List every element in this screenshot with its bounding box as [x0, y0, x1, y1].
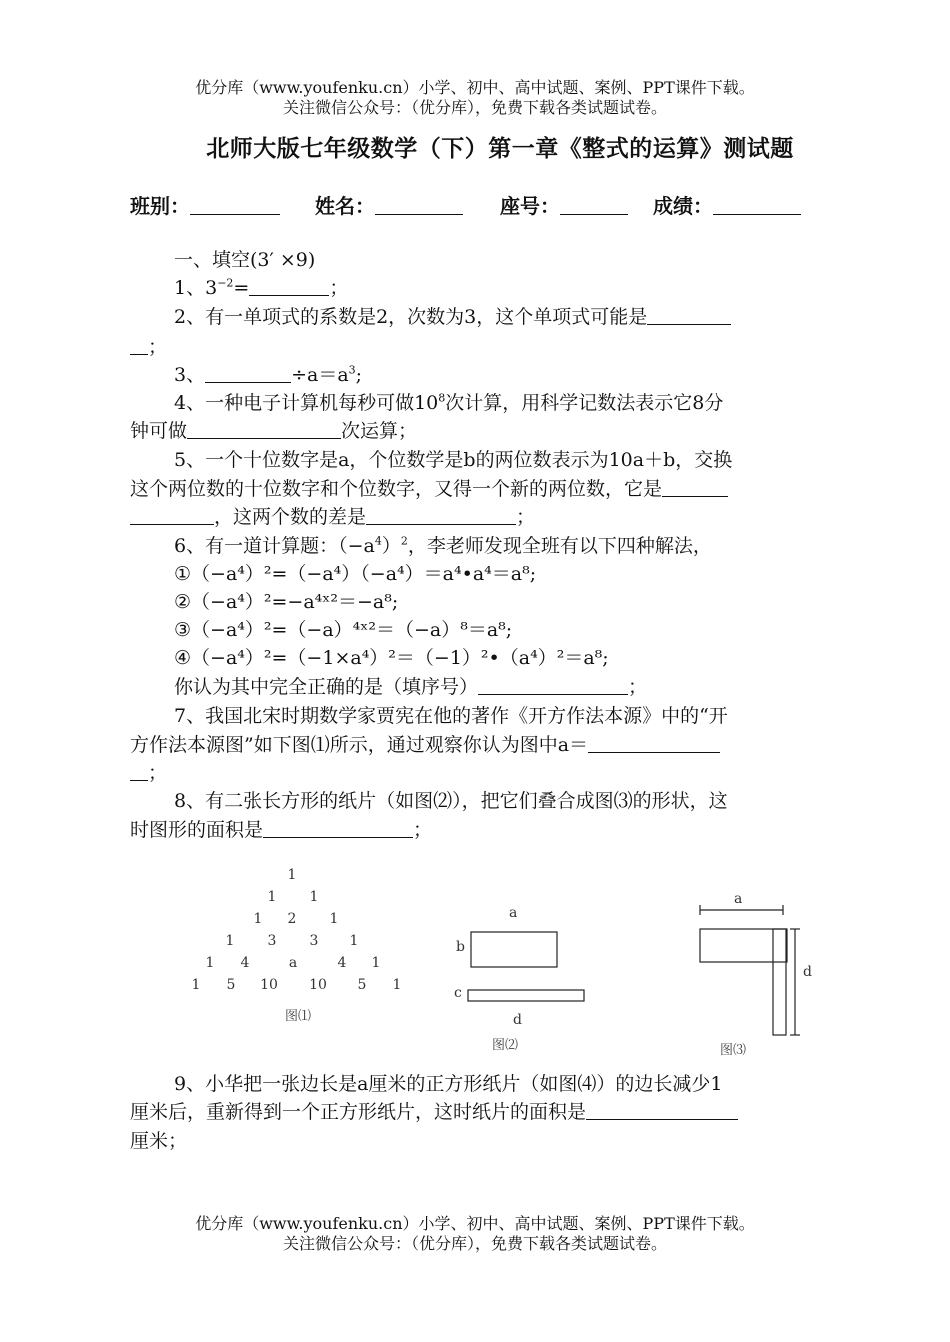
question-9: 9、小华把一张边长是a厘米的正方形纸片（如图⑷）的边长减少1 [174, 1073, 723, 1095]
question-8: 8、有二张长方形的纸片（如图⑵），把它们叠合成图⑶的形状，这 [174, 790, 728, 812]
q3-exponent: 3 [348, 363, 356, 377]
triangle-cell: 1 [329, 911, 339, 927]
q6-answer-text: 你认为其中完全正确的是（填序号） [174, 676, 479, 698]
figure-1-caption: 图⑴ [285, 1009, 312, 1024]
triangle-cell: 3 [309, 933, 319, 949]
footer-line-2: 关注微信公众号：（优分库），免费下载各类试题试卷。 [282, 1234, 667, 1253]
rectangle-ab [471, 932, 557, 967]
q9-text-b: 厘米后，重新得到一个正方形纸片，这时纸片的面积是 [130, 1101, 587, 1123]
question-9-cont-2: 厘米； [130, 1130, 188, 1152]
overlap-rectangle-vertical [773, 929, 786, 1035]
q7-end: ； [148, 762, 168, 784]
figure-3-caption: 图⑶ [720, 1043, 747, 1058]
q8-text-b: 时图形的面积是 [130, 819, 264, 841]
triangle-cell: 4 [337, 955, 347, 971]
figure-2-label-b: b [456, 939, 465, 955]
triangle-cell: 1 [253, 911, 263, 927]
q6-option-2: ②（−a⁴）²=−a⁴ˣ²＝−a⁸; [174, 591, 399, 613]
figure-2-caption: 图⑵ [492, 1038, 519, 1053]
q1-exponent: −2 [217, 276, 234, 290]
q1-text: 1、3 [174, 277, 218, 299]
q2-text: 2、有一单项式的系数是2，次数为3，这个单项式可能是 [174, 306, 648, 328]
q1-end: ； [329, 277, 349, 299]
figure-2-label-c: c [454, 985, 462, 1001]
question-7: 7、我国北宋时期数学家贾宪在他的著作《开方作法本源》中的“开 [174, 705, 728, 727]
triangle-cell: 1 [287, 867, 297, 883]
q5-text-c: ，这两个数的差是 [214, 506, 367, 528]
rectangle-cd [468, 990, 584, 1001]
figure-3-label-d: d [803, 964, 812, 980]
triangle-cell: 3 [267, 933, 277, 949]
q4-text-d: 次运算； [341, 420, 418, 442]
footer-line-1: 优分库（www.youfenku.cn）小学、初中、高中试题、案例、PPT课件下载。 [195, 1214, 755, 1233]
triangle-cell: a [288, 955, 298, 971]
q2-end: ； [148, 336, 168, 358]
q3-text: ÷a＝a [291, 364, 349, 386]
triangle-cell: 1 [392, 977, 402, 993]
triangle-cell: 5 [357, 977, 367, 993]
triangle-cell: 2 [287, 911, 297, 927]
q6-stem-exp2: 2 [400, 534, 408, 548]
q6-option-4: ④（−a⁴）²=（−1×a⁴）²＝（−1）²•（a⁴）²＝a⁸; [174, 647, 609, 669]
triangle-cell: 1 [349, 933, 359, 949]
triangle-cell: 1 [309, 889, 319, 905]
name-label: 姓名： [315, 194, 375, 218]
q8-end: ； [413, 819, 433, 841]
q4-text-b: 次计算，用科学记数法表示它8分 [445, 392, 724, 414]
q5-text-b: 这个两位数的十位数字和个位数字，又得一个新的两位数，它是 [130, 478, 663, 500]
triangle-cell: 5 [226, 977, 236, 993]
triangle-cell: 4 [240, 955, 250, 971]
q4-exponent: 8 [438, 391, 446, 405]
question-9-cont [130, 1099, 820, 1125]
seat-label: 座号： [500, 194, 560, 218]
q4-text-a: 4、一种电子计算机每秒可做10 [174, 392, 439, 414]
q1-equals: = [233, 277, 250, 299]
triangle-cell: 10 [309, 977, 327, 993]
q7-text-b: 方作法本源图”如下图⑴所示，通过观察你认为图中a＝ [130, 734, 589, 756]
triangle-cell: 1 [205, 955, 215, 971]
q6-stem-a: 6、有一道计算题：（−a [174, 535, 375, 557]
q6-end: ； [628, 676, 648, 698]
q6-stem-c: ，李老师发现全班有以下四种解法， [407, 535, 712, 557]
q4-text-c: 钟可做 [130, 420, 188, 442]
q3-end: ; [355, 364, 363, 386]
triangle-cell: 1 [371, 955, 381, 971]
question-5: 5、一个十位数字是a，个位数学是b的两位数表示为10a＋b，交换 [174, 449, 733, 471]
header-line-1: 优分库（www.youfenku.cn）小学、初中、高中试题、案例、PPT课件下载。 [195, 78, 755, 97]
class-label: 班别： [130, 194, 190, 218]
q9-answer-blank[interactable] [586, 1099, 738, 1120]
q6-option-1: ①（−a⁴）²=（−a⁴）（−a⁴）＝a⁴•a⁴＝a⁸; [174, 563, 537, 585]
q3-num: 3、 [174, 364, 206, 386]
overlap-rectangle-horizontal [700, 929, 787, 962]
q5-end: ； [516, 506, 536, 528]
score-label: 成绩： [653, 194, 713, 218]
q6-stem-b: ） [381, 535, 401, 557]
q6-stem-exp: 4 [374, 534, 382, 548]
figure-2-label-d: d [513, 1012, 522, 1028]
figure-2-label-a: a [509, 905, 518, 921]
triangle-cell: 1 [191, 977, 201, 993]
triangle-cell: 1 [267, 889, 277, 905]
triangle-cell: 1 [225, 933, 235, 949]
q6-option-3: ③（−a⁴）²=（−a）⁴ˣ²＝（−a）⁸＝a⁸; [174, 619, 513, 641]
section-heading: 一、填空(3′ ×9) [174, 249, 316, 271]
triangle-cell: 10 [260, 977, 278, 993]
page-title: 北师大版七年级数学（下）第一章《整式的运算》测试题 [206, 135, 794, 162]
header-line-2: 关注微信公众号：（优分库），免费下载各类试题试卷。 [282, 98, 667, 117]
figure-3-label-a: a [734, 891, 743, 907]
